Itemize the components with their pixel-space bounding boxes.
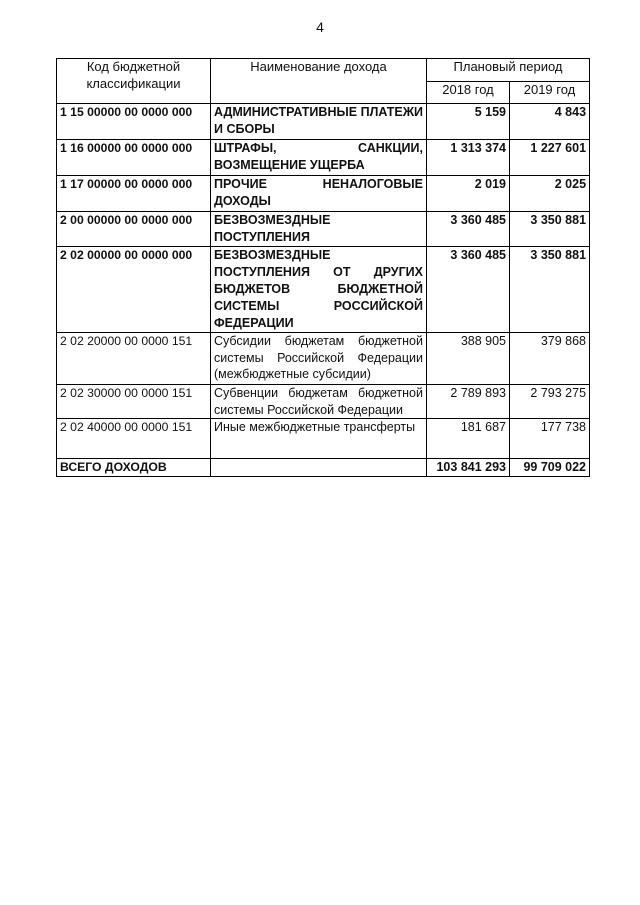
row-code: 2 00 00000 00 0000 000 [57,212,211,247]
row-name: ШТРАФЫ, САНКЦИИ, ВОЗМЕЩЕНИЕ УЩЕРБА [211,140,427,176]
row-value-2018: 2 019 [427,176,510,212]
row-value-2019: 379 868 [510,333,590,385]
header-name: Наименование дохода [211,59,427,104]
header-year-2019: 2019 год [510,82,590,104]
revenue-table [56,58,590,477]
row-value-2019: 2 025 [510,176,590,212]
total-label: ВСЕГО ДОХОДОВ [57,459,211,477]
row-code: 2 02 00000 00 0000 000 [57,247,211,333]
row-code: 2 02 20000 00 0000 151 [57,333,211,385]
row-value-2019: 4 843 [510,104,590,140]
table-row [57,212,590,247]
table-row [57,385,590,419]
row-value-2019: 3 350 881 [510,212,590,247]
table-row [57,247,590,333]
header-code: Код бюджетной классификации [57,59,211,104]
row-code: 1 17 00000 00 0000 000 [57,176,211,212]
page-number: 4 [316,19,324,35]
row-code: 1 16 00000 00 0000 000 [57,140,211,176]
row-value-2018: 3 360 485 [427,247,510,333]
header-year-2018: 2018 год [427,82,510,104]
row-code: 1 15 00000 00 0000 000 [57,104,211,140]
total-value-2018: 103 841 293 [427,459,510,477]
row-value-2018: 3 360 485 [427,212,510,247]
row-name: БЕЗВОЗМЕЗДНЫЕ ПОСТУПЛЕНИЯ ОТ ДРУГИХ БЮДЖЕТОВ БЮДЖЕТНОЙ СИСТЕМЫ РОССИЙСКОЙ ФЕДЕРАЦИИ [211,247,427,333]
row-name: БЕЗВОЗМЕЗДНЫЕ ПОСТУПЛЕНИЯ [211,212,427,247]
row-name: ПРОЧИЕ НЕНАЛОГОВЫЕ ДОХОДЫ [211,176,427,212]
total-row [57,459,590,477]
row-name: Субвенции бюджетам бюджетной системы Российской Федерации [211,385,427,419]
table-row [57,333,590,385]
total-value-2019: 99 709 022 [510,459,590,477]
row-value-2019: 177 738 [510,419,590,459]
table-row [57,419,590,459]
table-row [57,176,590,212]
row-value-2019: 2 793 275 [510,385,590,419]
row-name: Иные межбюджетные трансферты [211,419,427,459]
header-period: Плановый период [427,59,590,82]
row-name: АДМИНИСТРАТИВНЫЕ ПЛАТЕЖИ И СБОРЫ [211,104,427,140]
row-code: 2 02 40000 00 0000 151 [57,419,211,459]
row-value-2018: 5 159 [427,104,510,140]
table-row [57,104,590,140]
row-value-2019: 3 350 881 [510,247,590,333]
total-name-empty [211,459,427,477]
row-code: 2 02 30000 00 0000 151 [57,385,211,419]
row-value-2018: 388 905 [427,333,510,385]
row-value-2018: 1 313 374 [427,140,510,176]
row-value-2019: 1 227 601 [510,140,590,176]
row-value-2018: 181 687 [427,419,510,459]
table-row [57,140,590,176]
row-value-2018: 2 789 893 [427,385,510,419]
row-name: Субсидии бюджетам бюджетной системы Российской Федерации (межбюджетные субсидии) [211,333,427,385]
